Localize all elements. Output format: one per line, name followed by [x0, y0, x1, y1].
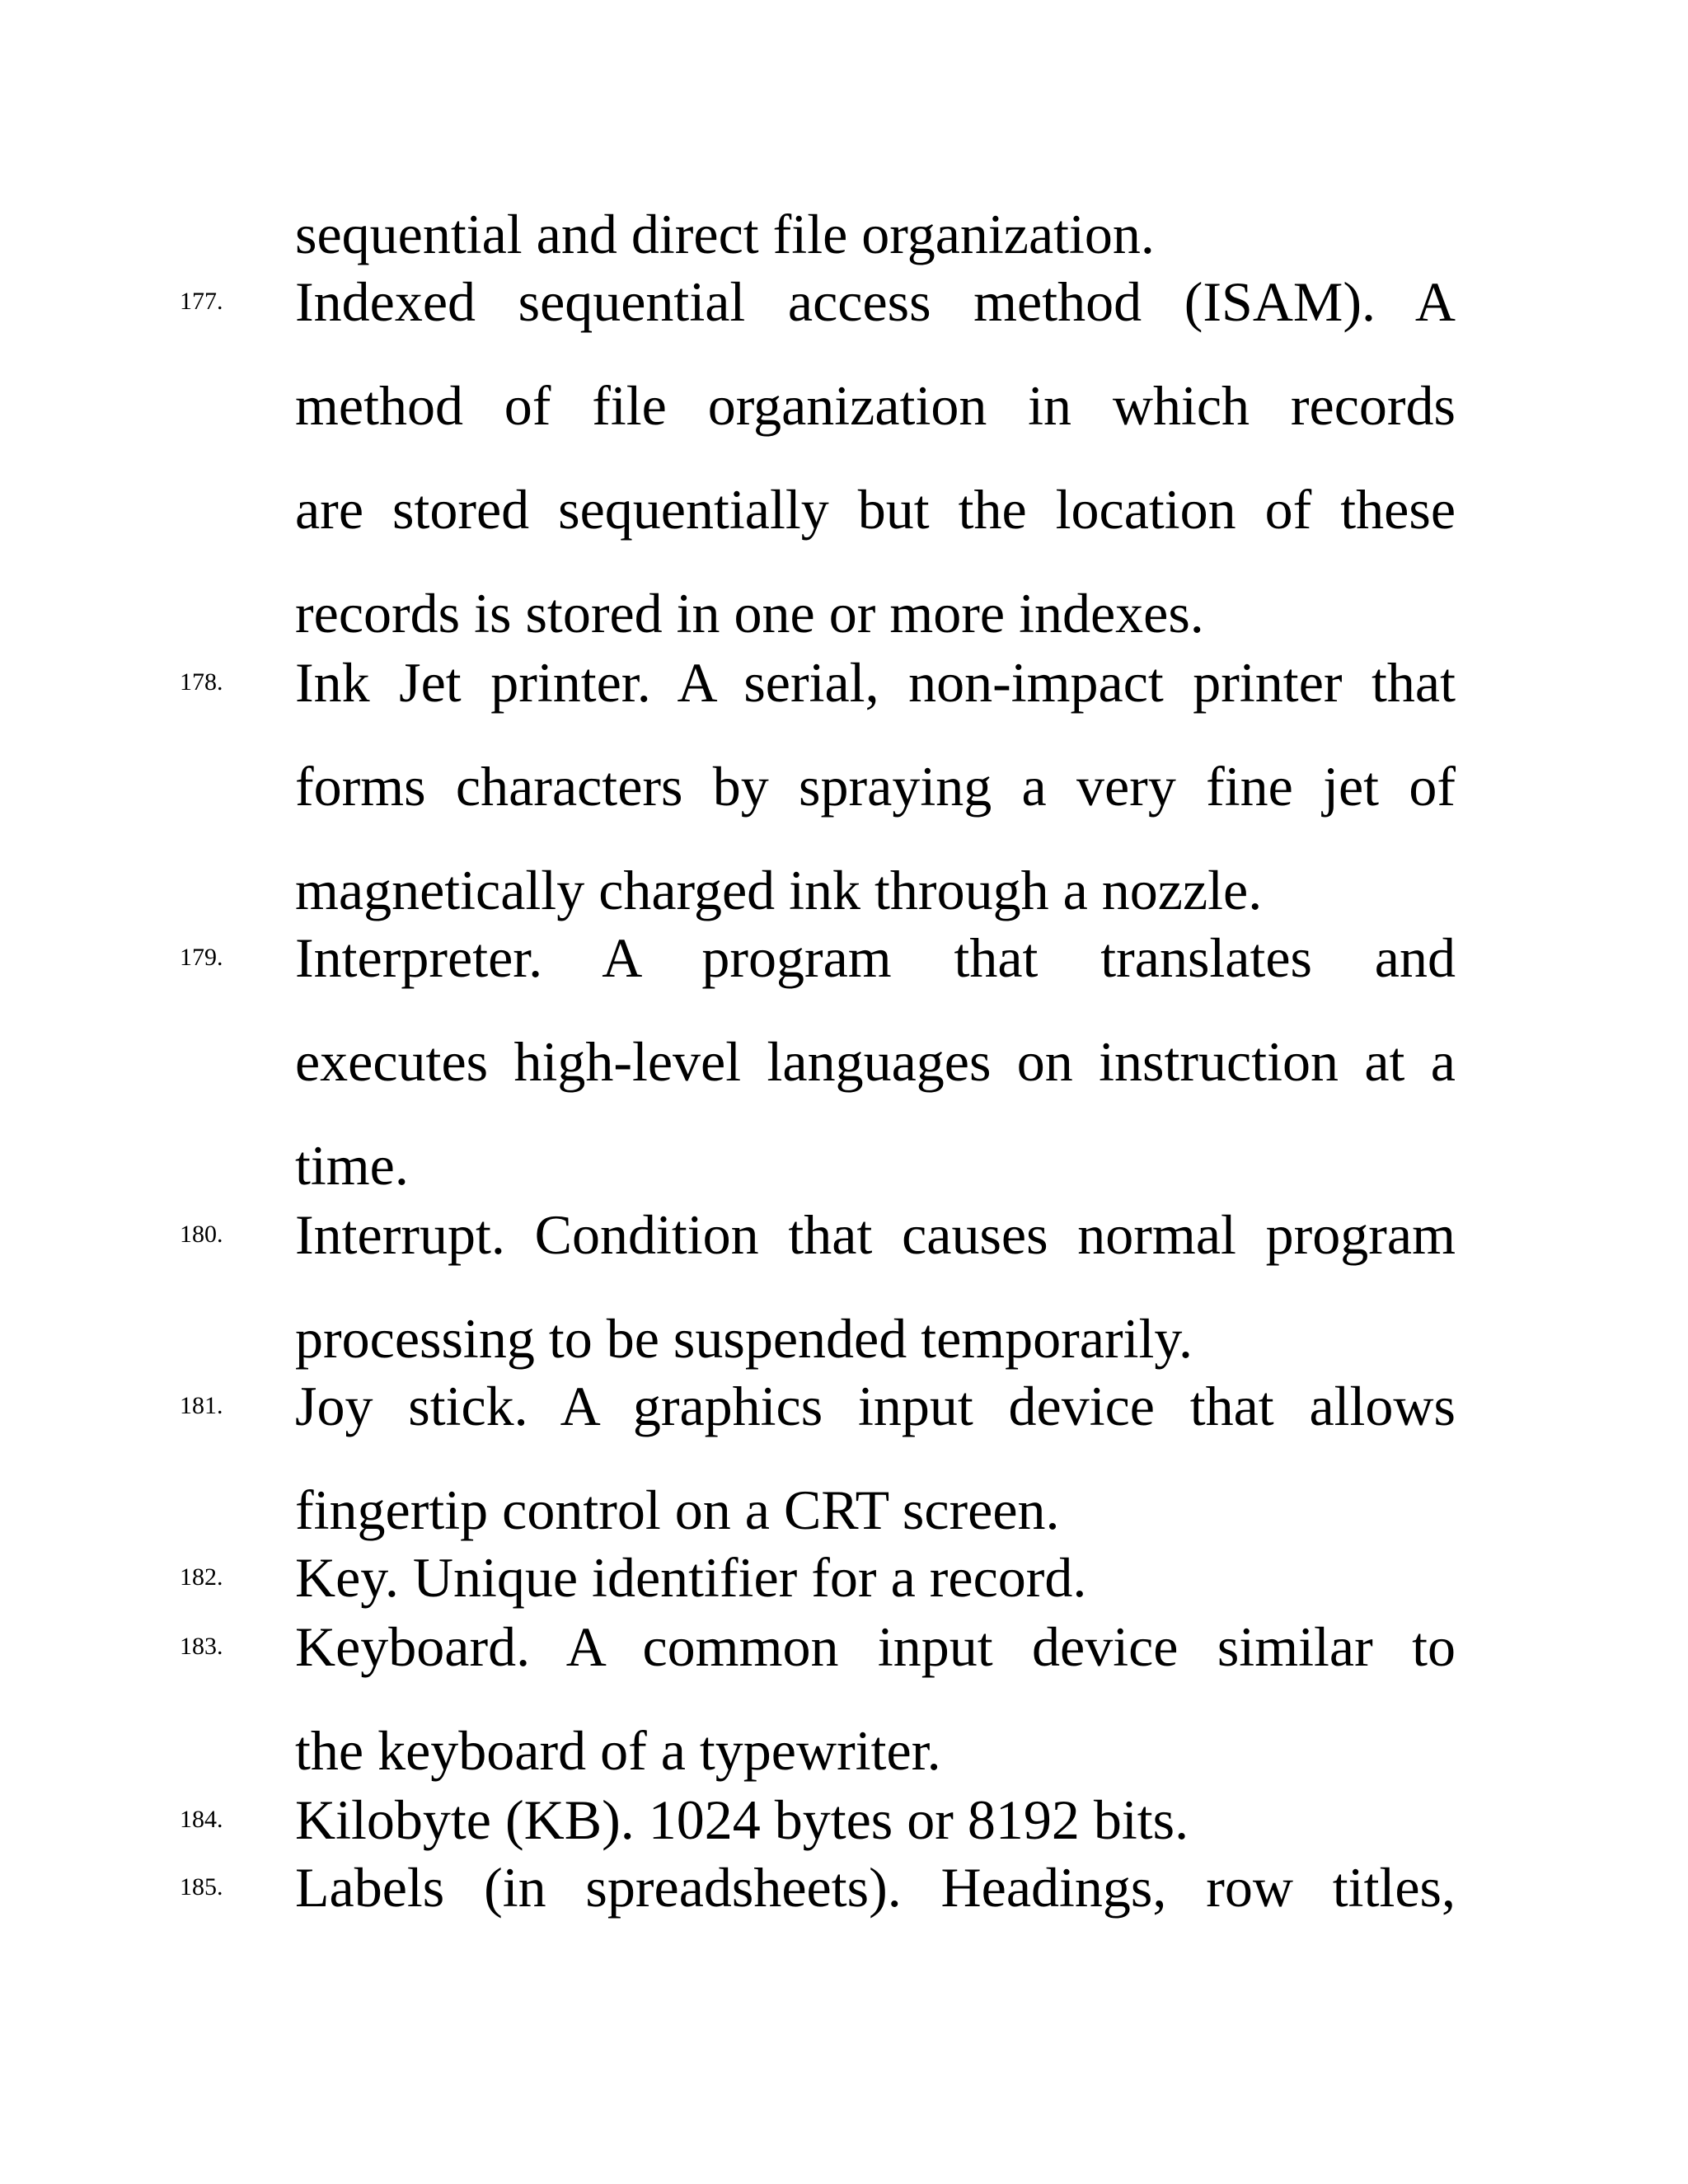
entry-line: processing to be suspended temporarily.	[295, 1307, 1193, 1370]
entry-line: records is stored in one or more indexes.	[295, 582, 1204, 644]
entry-number: 185.	[180, 1873, 223, 1900]
entry-line: sequential and direct file organization.	[295, 203, 1155, 265]
entry-number: 177.	[180, 288, 223, 315]
entry-line: Interpreter. A program that translates and	[295, 926, 1456, 989]
entry-number: 181.	[180, 1392, 223, 1419]
entry-line: Kilobyte (KB). 1024 bytes or 8192 bits.	[295, 1788, 1189, 1851]
entry-line: fingertip control on a CRT screen.	[295, 1479, 1060, 1541]
entry-line: magnetically charged ink through a nozzle.	[295, 859, 1263, 921]
entry-line: Indexed sequential access method (ISAM). A	[295, 270, 1456, 333]
entry-line: Key. Unique identifier for a record.	[295, 1546, 1087, 1609]
entry-line: forms characters by spraying a very fine jet of	[295, 755, 1456, 818]
entry-number: 180.	[180, 1221, 223, 1248]
entry-number: 183.	[180, 1633, 223, 1660]
entry-number: 178.	[180, 668, 223, 696]
entry-line: method of file organization in which records	[295, 374, 1456, 437]
entry-number: 179.	[180, 944, 223, 971]
entry-line: Interrupt. Condition that causes normal program	[295, 1203, 1456, 1266]
entry-number: 184.	[180, 1806, 223, 1833]
entry-number: 182.	[180, 1563, 223, 1591]
entry-line: time.	[295, 1134, 409, 1197]
entry-line: the keyboard of a typewriter.	[295, 1719, 941, 1782]
entry-line: Joy stick. A graphics input device that allows	[295, 1375, 1456, 1437]
entry-line: Keyboard. A common input device similar to	[295, 1615, 1456, 1678]
entry-line: Labels (in spreadsheets). Headings, row titles,	[295, 1856, 1456, 1919]
entry-line: Ink Jet printer. A serial, non-impact printer that	[295, 651, 1456, 714]
entry-line: are stored sequentially but the location of these	[295, 478, 1456, 541]
entry-line: executes high-level languages on instruction at a	[295, 1030, 1456, 1093]
